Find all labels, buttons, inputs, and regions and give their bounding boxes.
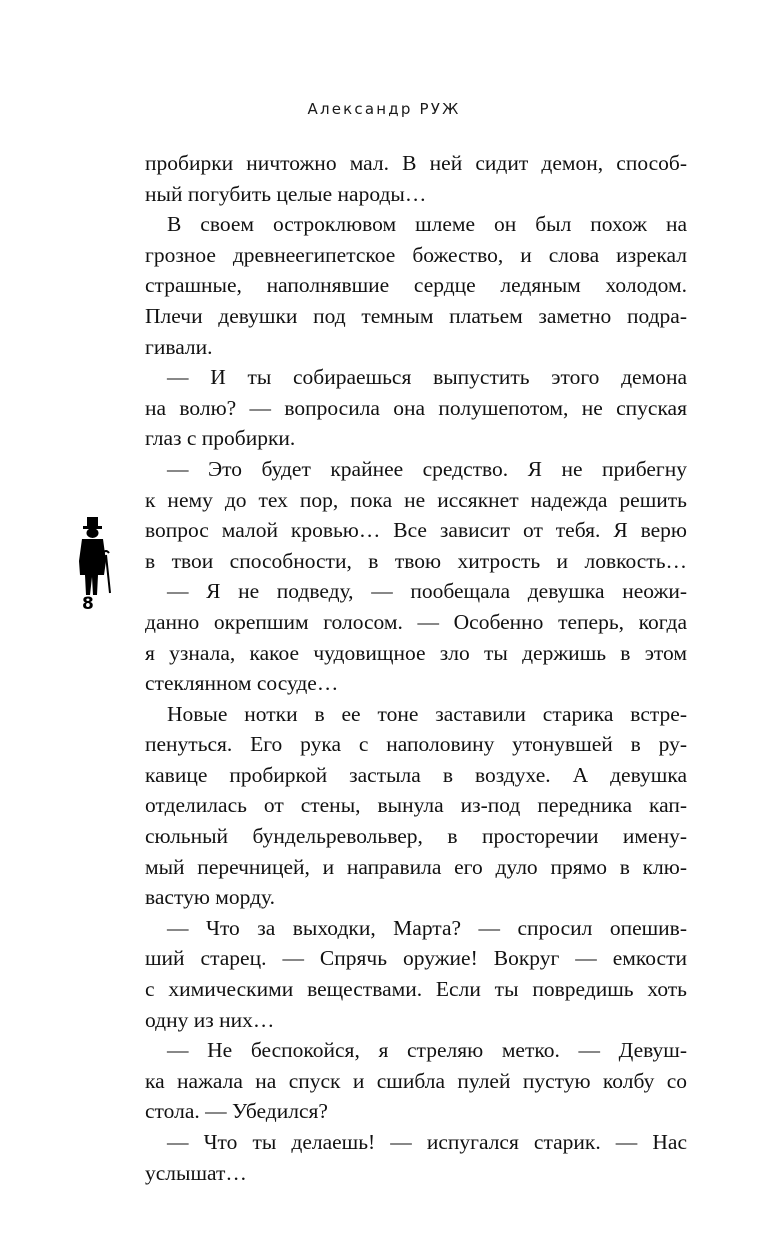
text-line: сюльный бундельревольвер, в просторечии имену- xyxy=(145,824,687,849)
text-line: вопрос малой кровью… Все зависит от тебя. Я верю xyxy=(145,518,687,543)
text-line: стеклянном сосуде… xyxy=(145,671,339,696)
page-number: 8 xyxy=(82,594,94,614)
text-line: Плечи девушки под темным платьем заметно подра- xyxy=(145,303,687,328)
gentleman-silhouette-icon xyxy=(72,517,116,617)
body-text xyxy=(145,148,687,1188)
text-line: с химическими веществами. Если ты повредишь хоть xyxy=(145,977,687,1002)
text-line: услышат… xyxy=(145,1160,247,1185)
text-line: кавице пробиркой застыла в воздухе. А девушка xyxy=(145,762,687,787)
text-line: ный погубить целые народы… xyxy=(145,181,427,206)
text-line: грозное древнеегипетское божество, и слова изрекал xyxy=(145,242,687,267)
text-line: к нему до тех пор, пока не иссякнет надежда решить xyxy=(145,487,687,512)
text-line: глаз с пробирки. xyxy=(145,426,296,451)
text-line: ший старец. — Спрячь оружие! Вокруг — емкости xyxy=(145,946,687,971)
running-head: Александр РУЖ xyxy=(307,100,461,118)
text-line: отделилась от стены, вынула из-под передника кап- xyxy=(145,793,687,818)
text-line: гивали. xyxy=(145,334,213,359)
text-line: я узнала, какое чудовищное зло ты держишь в этом xyxy=(145,640,687,665)
text-line: мый перечницей, и направила его дуло прямо в клю- xyxy=(145,854,687,879)
text-line: вастую морду. xyxy=(145,885,275,910)
text-line: — Что ты делаешь! — испугался старик. — Нас xyxy=(167,1130,687,1154)
text-line: одну из них… xyxy=(145,1007,275,1032)
text-line: страшные, наполнявшие сердце ледяным холодом. xyxy=(145,273,687,298)
text-line: В своем остроклювом шлеме он был похож на xyxy=(167,212,687,237)
text-line: в твои способности, в твою хитрость и ловкость… xyxy=(145,548,687,573)
text-line: пенуться. Его рука с наполовину утонувшей в ру- xyxy=(145,732,687,757)
text-line: — И ты собираешься выпустить этого демона xyxy=(167,365,687,390)
text-line: данно окрепшим голосом. — Особенно теперь, когда xyxy=(145,609,687,634)
text-line: Новые нотки в ее тоне заставили старика встре- xyxy=(167,701,687,726)
text-line: стола. — Убедился? xyxy=(145,1099,328,1124)
text-line: — Что за выходки, Марта? — спросил опешив- xyxy=(167,915,687,940)
text-line: ка нажала на спуск и сшибла пулей пустую колбу со xyxy=(145,1068,687,1093)
text-line: — Это будет крайнее средство. Я не прибегну xyxy=(167,456,687,481)
text-line: — Я не подведу, — пообещала девушка неожи- xyxy=(167,579,687,604)
text-line: на волю? — вопросила она полушепотом, не спуская xyxy=(145,395,687,420)
text-line: пробирки ничтожно мал. В ней сидит демон, способ- xyxy=(145,151,687,175)
text-line: — Не беспокойся, я стреляю метко. — Девуш- xyxy=(167,1038,687,1063)
